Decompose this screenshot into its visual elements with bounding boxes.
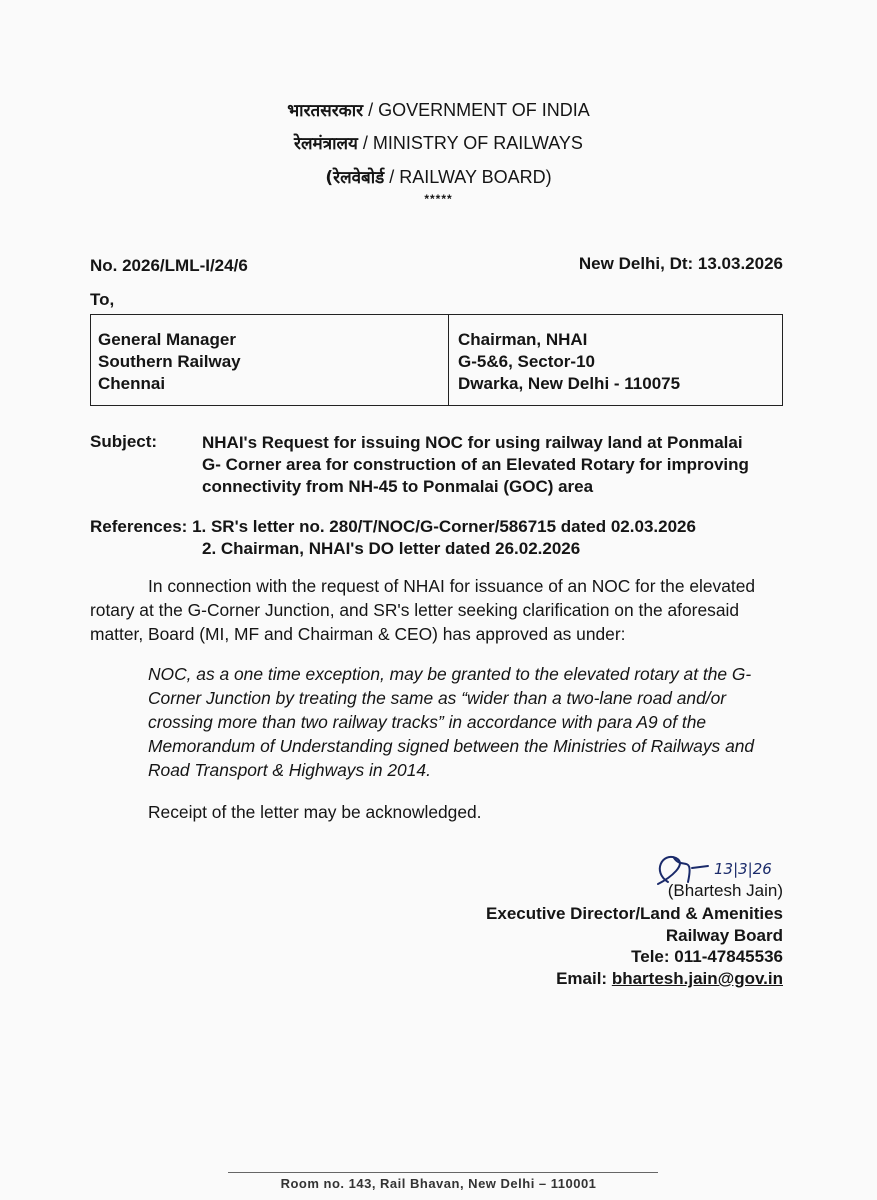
subject-line: NHAI's Request for issuing NOC for using railway land at Ponmalai <box>202 433 743 452</box>
references <box>90 516 696 560</box>
addressee-left <box>91 315 449 405</box>
to-label: To, <box>90 290 115 309</box>
signature-tele: Tele: 011-47845536 <box>631 947 783 966</box>
addressee-right-line: G-5&6, Sector-10 <box>458 352 595 371</box>
header-ministry-english: / MINISTRY OF RAILWAYS <box>362 133 583 153</box>
body-paragraph <box>90 574 790 646</box>
footer-address: Room no. 143, Rail Bhavan, New Delhi – 110001 <box>280 1176 597 1191</box>
quote-line: Memorandum of Understanding signed between the Ministries of Railways and <box>148 736 755 756</box>
header-board-hindi: रेलवेबोर्ड <box>333 168 385 188</box>
subject-label: Subject: <box>90 432 158 451</box>
email-label: Email: <box>556 969 608 988</box>
header-govt-english: / GOVERNMENT OF INDIA <box>368 100 590 120</box>
references-label: References: <box>90 517 188 536</box>
header-ministry <box>0 131 877 154</box>
subject-line: connectivity from NH-45 to Ponmalai (GOC) area <box>202 477 594 496</box>
addressee-right-line: Chairman, NHAI <box>458 330 588 349</box>
addressee-left-line: General Manager <box>98 330 236 349</box>
footer-divider <box>228 1172 658 1173</box>
reference-line-1 <box>90 516 696 538</box>
header-govt-hindi: भारतसरकार <box>287 101 364 121</box>
signature-date: 13|3|26 <box>714 860 772 878</box>
subject-text <box>202 432 802 498</box>
body-line: In connection with the request of NHAI for issuance of an NOC for the elevated <box>148 576 756 596</box>
approval-quote <box>148 662 788 782</box>
closing-line: Receipt of the letter may be acknowledged. <box>148 802 482 822</box>
addressee-left-line: Southern Railway <box>98 352 241 371</box>
signature-designation: Executive Director/Land & Amenities <box>486 904 783 923</box>
quote-line: Road Transport & Highways in 2014. <box>148 760 431 780</box>
header-board-english: / RAILWAY BOARD) <box>389 167 552 187</box>
signature-office: Railway Board <box>665 926 783 945</box>
signature-email-row <box>556 968 783 990</box>
quote-line: NOC, as a one time exception, may be granted to the elevated rotary at the G- <box>148 664 752 684</box>
quote-line: crossing more than two railway tracks” in accordance with para A9 of the <box>148 712 707 732</box>
addressee-left-line: Chennai <box>98 374 166 393</box>
header-board-open: ( <box>325 168 334 188</box>
header-stars: ***** <box>424 192 453 206</box>
header-govt <box>0 98 877 121</box>
addressee-right <box>449 315 782 405</box>
letter-number: No. 2026/LML-I/24/6 <box>90 256 248 275</box>
subject-line: G- Corner area for construction of an Elevated Rotary for improving <box>202 455 749 474</box>
quote-line: Corner Junction by treating the same as “wider than a two-lane road and/or <box>148 688 727 708</box>
header-board <box>0 165 877 188</box>
addressee-table <box>90 314 783 406</box>
body-line: matter, Board (MI, MF and Chairman & CEO) has approved as under: <box>90 624 626 644</box>
letter-date: New Delhi, Dt: 13.03.2026 <box>578 254 783 273</box>
addressee-right-line: Dwarka, New Delhi - 110075 <box>458 374 681 393</box>
reference-item: 2. Chairman, NHAI's DO letter dated 26.02.2026 <box>202 539 581 558</box>
body-line: rotary at the G-Corner Junction, and SR's letter seeking clarification on the aforesaid <box>90 600 740 620</box>
signature-name: (Bhartesh Jain) <box>667 881 783 900</box>
reference-line-2 <box>90 538 696 560</box>
email-link[interactable]: bhartesh.jain@gov.in <box>611 969 783 988</box>
header-ministry-hindi: रेलमंत्रालय <box>294 134 358 154</box>
reference-item: 1. SR's letter no. 280/T/NOC/G-Corner/586715 dated 02.03.2026 <box>192 517 696 536</box>
